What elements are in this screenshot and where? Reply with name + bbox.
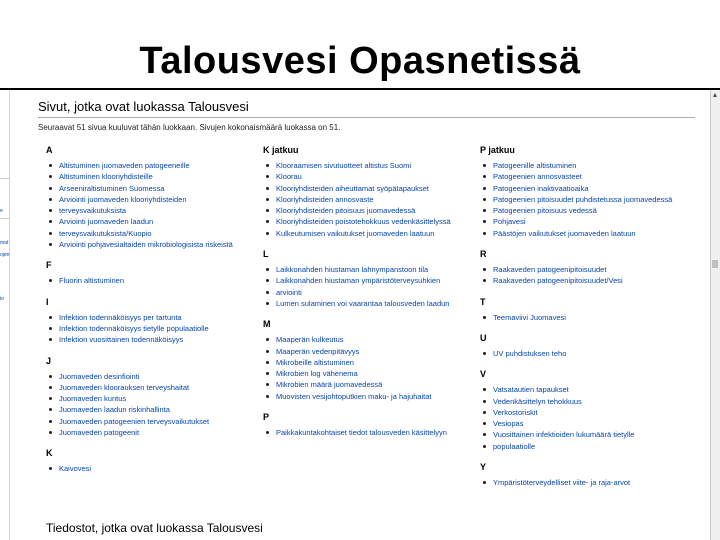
page-list — [480, 160, 690, 239]
page-link[interactable]: Patogeenien inaktivaatioaika — [480, 183, 690, 194]
category-column-1 — [46, 145, 256, 475]
scrollbar-thumb[interactable] — [712, 260, 718, 268]
page-link[interactable]: Arseeniraltistuminen Suomessa — [46, 183, 256, 194]
vertical-scrollbar[interactable] — [710, 90, 720, 540]
sidebar-fragment[interactable]: io — [0, 296, 4, 302]
letter-heading: V — [480, 369, 487, 380]
page-link[interactable]: Infektion todennäköisyys per tartunta — [46, 312, 256, 323]
page-link[interactable]: Vuosittainen infektioiden lukumäärä tietylle — [480, 429, 690, 440]
page-link[interactable]: UV puhdistuksen teho — [480, 348, 690, 359]
page-link[interactable]: Vedenkäsittelyn tehokkuus — [480, 396, 690, 407]
letter-heading: P jatkuu — [480, 145, 515, 155]
sidebar-fragment[interactable]: e — [0, 208, 3, 214]
page-link[interactable]: Patogeenille altistuminen — [480, 160, 690, 171]
page-link[interactable]: Altistuminen klooriyhdisteille — [46, 171, 256, 182]
page-link[interactable]: Kulkeutumisen vaikutukset juomaveden laatuun — [263, 228, 473, 239]
sidebar-divider — [0, 218, 9, 219]
page-link[interactable]: Mikrobeille altistuminen — [263, 357, 473, 368]
page-link[interactable]: Raakaveden patogeenipitoisuudet — [480, 264, 690, 275]
page-link[interactable]: Kloorau — [263, 171, 473, 182]
page-list — [46, 312, 256, 346]
letter-heading: M — [263, 319, 271, 330]
letter-heading: J — [46, 355, 52, 366]
browser-screenshot — [0, 90, 720, 540]
page-list — [263, 160, 473, 239]
letter-heading: T — [480, 296, 486, 307]
page-link[interactable]: Ympäristöterveydelliset viite- ja raja-arvot — [480, 477, 690, 488]
page-link[interactable]: Klooriyhdisteiden aiheuttamat syöpätapaukset — [263, 183, 473, 194]
page-list — [480, 477, 690, 488]
page-link[interactable]: terveysvaikutuksista — [46, 205, 256, 216]
page-link[interactable]: Mikrobien määrä juomavedessä — [263, 379, 473, 390]
page-link[interactable]: Patogeenien pitoisuus vedessä — [480, 205, 690, 216]
page-link[interactable]: Fluorin altistuminen — [46, 275, 256, 286]
heading-rule — [38, 117, 695, 118]
letter-heading: K — [46, 448, 53, 459]
letter-heading: K jatkuu — [263, 145, 299, 155]
letter-heading: F — [46, 260, 52, 271]
category-column-2 — [263, 145, 473, 438]
page-link[interactable]: Klooriyhdisteiden poistotehokkuus vedenkäsittelyssä — [263, 216, 473, 227]
page-link[interactable]: Kaivovesi — [46, 463, 256, 474]
letter-heading: R — [480, 249, 487, 260]
page-link[interactable]: Altistuminen juomaveden patogeeneille — [46, 160, 256, 171]
page-link[interactable]: Infektion vuosittainen todennäköisyys — [46, 334, 256, 345]
page-list — [46, 371, 256, 439]
page-link[interactable]: Raakaveden patogeenipitoisuudet/Vesi — [480, 275, 690, 286]
letter-heading: Y — [480, 462, 487, 473]
page-link[interactable]: populaatiolle — [480, 441, 690, 452]
page-list — [263, 264, 473, 309]
page-link[interactable]: Verkostoriskit — [480, 407, 690, 418]
page-link[interactable]: Juomaveden desinfiointi — [46, 371, 256, 382]
letter-heading: P — [263, 412, 270, 423]
page-list — [46, 160, 256, 250]
page-link[interactable]: Infektion todennäköisyys tietylle populaatiolle — [46, 323, 256, 334]
page-link[interactable]: Maaperän vedenpitävyys — [263, 346, 473, 357]
page-list — [480, 348, 690, 359]
page-link[interactable]: Klooraamisen sivutuotteet altistus Suomi — [263, 160, 473, 171]
page-link[interactable]: Pohjavesi — [480, 216, 690, 227]
page-link[interactable]: Juomaveden patogeenien terveysvaikutukset — [46, 416, 256, 427]
page-list — [263, 334, 473, 402]
scroll-up-icon[interactable]: ▲ — [711, 92, 719, 99]
page-list — [46, 275, 256, 286]
pages-heading: Sivut, jotka ovat luokassa Talousvesi — [38, 99, 249, 114]
letter-heading: L — [263, 249, 269, 260]
page-list — [480, 312, 690, 323]
page-link[interactable]: Arviointi pohjavesialtaiden mikrobiologisista riskeistä — [46, 239, 256, 250]
page-link[interactable]: Päästöjen vaikutukset juomaveden laatuun — [480, 228, 690, 239]
page-link[interactable]: Laikkonahden hiustaman ympäristöterveysuhkien — [263, 275, 473, 286]
page-link[interactable]: Patogeenien annosvasteet — [480, 171, 690, 182]
category-column-3 — [480, 145, 690, 488]
page-link[interactable]: Vesiopas — [480, 418, 690, 429]
category-page-content — [38, 90, 698, 540]
left-sidebar-strip — [0, 90, 10, 540]
page-link[interactable]: Muovisten vesijohtoputkien maku- ja hajuhaitat — [263, 391, 473, 402]
page-link[interactable]: Arviointi juomaveden laadun — [46, 216, 256, 227]
sidebar-fragment[interactable]: ojen — [0, 252, 10, 258]
letter-heading: U — [480, 332, 487, 343]
page-link[interactable]: arviointi — [263, 287, 473, 298]
page-link[interactable]: Klooriyhdisteiden annosvaste — [263, 194, 473, 205]
page-link[interactable]: Lumen sulaminen voi vaarantaa talousveden laadun — [263, 298, 473, 309]
page-link[interactable]: Mikrobien log vähenema — [263, 368, 473, 379]
slide-title: Talousvesi Opasnetissä — [139, 40, 581, 82]
page-link[interactable]: Laikkonahden hiustaman lahnympanstoon tila — [263, 264, 473, 275]
page-link[interactable]: Maaperän kulkeutus — [263, 334, 473, 345]
page-link[interactable]: Juomaveden patogeenit — [46, 427, 256, 438]
page-link[interactable]: Klooriyhdisteiden pitoisuus juomavedessä — [263, 205, 473, 216]
letter-heading: A — [46, 145, 53, 155]
page-link[interactable]: terveysvaikutuksista/Kuopio — [46, 228, 256, 239]
page-list — [480, 264, 690, 287]
page-link[interactable]: Teemaviivi Juomavesi — [480, 312, 690, 323]
page-link[interactable]: Juomaveden kuntus — [46, 393, 256, 404]
page-link[interactable]: Juomaveden kloorauksen terveyshaitat — [46, 382, 256, 393]
files-heading: Tiedostot, jotka ovat luokassa Talousvesi — [46, 521, 263, 535]
category-intro-text: Seuraavat 51 sivua kuuluvat tähän luokkaan. Sivujen kokonaismäärä luokassa on 51. — [38, 123, 341, 132]
page-link[interactable]: Vatsatautien tapaukset — [480, 384, 690, 395]
page-link[interactable]: Patogeenien pitoisuudet puhdistetussa juomavedessä — [480, 194, 690, 205]
page-link[interactable]: Juomaveden laadun riskinhallinta — [46, 404, 256, 415]
page-link[interactable]: Paikkakuntakohtaiset tiedot talousveden käsittelyyn — [263, 427, 473, 438]
page-list — [46, 463, 256, 474]
letter-heading: I — [46, 296, 49, 307]
sidebar-fragment[interactable]: mat — [0, 240, 9, 246]
page-link[interactable]: Arviointi juomaveden klooriyhdisteiden — [46, 194, 256, 205]
sidebar-divider — [0, 178, 9, 179]
page-list — [263, 427, 473, 438]
page-list — [480, 384, 690, 452]
